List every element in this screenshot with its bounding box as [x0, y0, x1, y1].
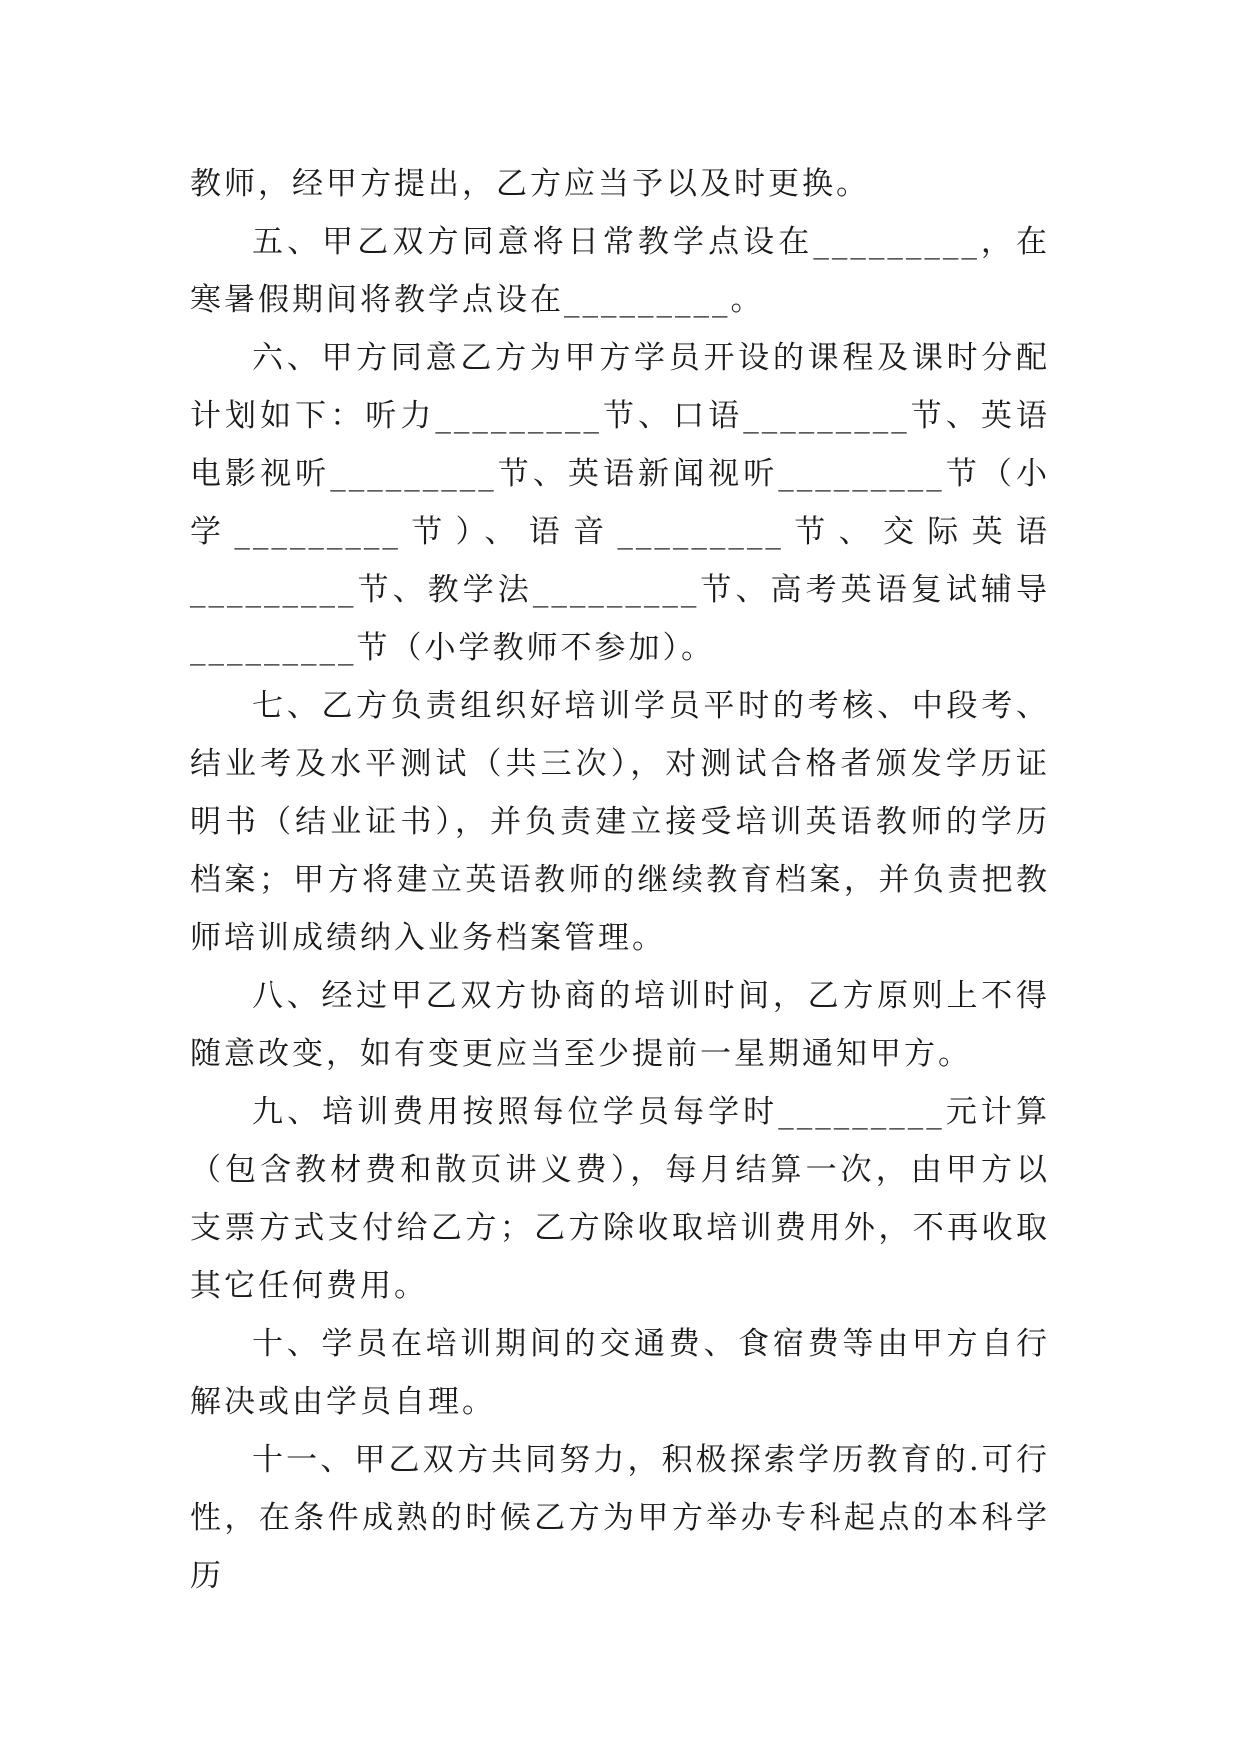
paragraph-clause-10: 十、学员在培训期间的交通费、食宿费等由甲方自行解决或由学员自理。 [190, 1326, 1050, 1420]
document-body [190, 155, 1050, 1605]
paragraph-continuation: 教师，经甲方提出，乙方应当予以及时更换。 [190, 166, 870, 202]
paragraph-clause-6: 六、甲方同意乙方为甲方学员开设的课程及课时分配计划如下：听力_________节、口语_________节、英语电影视听_________节、英语新闻视听_________节（小学_________节）、语音_________节、交际英语_________节、教学法_________节、高考英语复试辅导_________节（小学教师不参加）。 [190, 340, 1050, 666]
paragraph-clause-8: 八、经过甲乙双方协商的培训时间，乙方原则上不得随意改变，如有变更应当至少提前一星期通知甲方。 [190, 978, 1050, 1072]
paragraph-clause-7: 七、乙方负责组织好培训学员平时的考核、中段考、结业考及水平测试（共三次），对测试合格者颁发学历证明书（结业证书），并负责建立接受培训英语教师的学历档案；甲方将建立英语教师的继续教育档案，并负责把教师培训成绩纳入业务档案管理。 [190, 688, 1050, 956]
paragraph-clause-5: 五、甲乙双方同意将日常教学点设在_________，在寒暑假期间将教学点设在_________。 [190, 224, 1050, 318]
paragraph-clause-9: 九、培训费用按照每位学员每学时_________元计算（包含教材费和散页讲义费），每月结算一次，由甲方以支票方式支付给乙方；乙方除收取培训费用外，不再收取其它任何费用。 [190, 1094, 1050, 1304]
paragraph-clause-11: 十一、甲乙双方共同努力，积极探索学历教育的.可行性，在条件成熟的时候乙方为甲方举办专科起点的本科学历 [190, 1442, 1050, 1594]
